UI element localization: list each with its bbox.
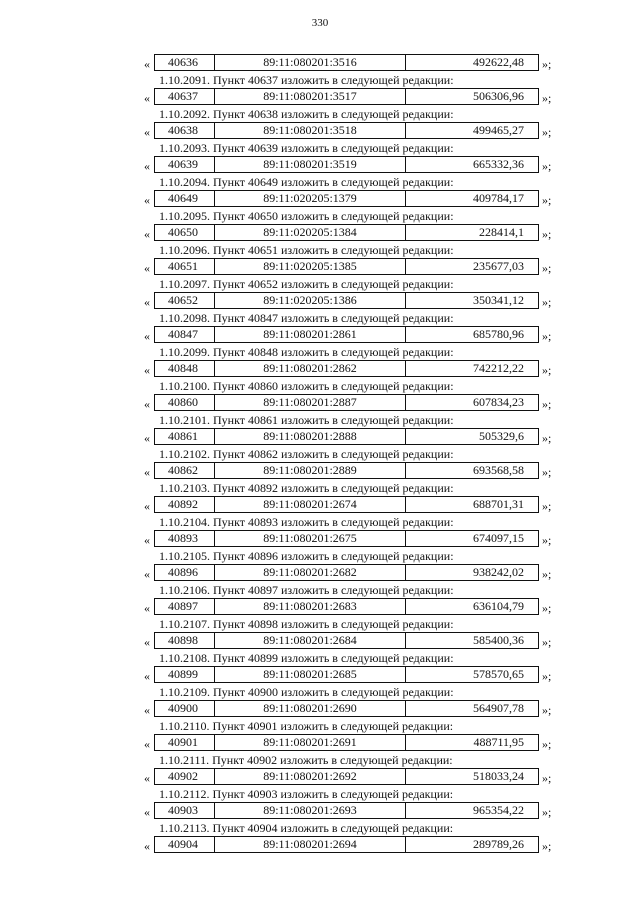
quote-open: « bbox=[144, 839, 150, 853]
cadastral-number-cell: 89:11:080201:2861 bbox=[215, 327, 406, 342]
table-row-cells bbox=[154, 530, 539, 547]
amendment-instruction bbox=[0, 414, 640, 427]
quote-close: »; bbox=[542, 635, 552, 649]
amendment-instruction-text: 1.10.2100. Пункт 40860 изложить в следующей редакции: bbox=[159, 379, 454, 393]
item-number-cell: 40892 bbox=[155, 497, 215, 512]
quote-close: »; bbox=[542, 839, 552, 853]
table-row bbox=[0, 87, 640, 108]
quote-close: »; bbox=[542, 125, 552, 139]
table-row bbox=[0, 155, 640, 176]
table-row-cells bbox=[154, 700, 539, 717]
amendment-instruction-text: 1.10.2103. Пункт 40892 изложить в следующей редакции: bbox=[159, 481, 454, 495]
cadastral-number-cell: 89:11:080201:3518 bbox=[215, 123, 406, 138]
item-number-cell: 40897 bbox=[155, 599, 215, 614]
quote-open: « bbox=[144, 635, 150, 649]
page-number: 330 bbox=[311, 17, 329, 29]
amendment-instruction bbox=[0, 550, 640, 563]
table-row-cells bbox=[154, 768, 539, 785]
item-number-cell: 40893 bbox=[155, 531, 215, 546]
value-cell: 506306,96 bbox=[473, 89, 524, 103]
amendment-instruction bbox=[0, 312, 640, 325]
quote-close: »; bbox=[542, 431, 552, 445]
quote-close: »; bbox=[542, 57, 552, 71]
table-row bbox=[0, 393, 640, 414]
table-row bbox=[0, 699, 640, 720]
item-number-cell: 40860 bbox=[155, 395, 215, 410]
amendment-instruction-text: 1.10.2110. Пункт 40901 изложить в следующей редакции: bbox=[159, 719, 454, 733]
amendment-instruction-text: 1.10.2111. Пункт 40902 изложить в следующей редакции: bbox=[159, 753, 453, 767]
value-cell: 235677,03 bbox=[473, 259, 524, 273]
quote-open: « bbox=[144, 737, 150, 751]
cadastral-number-cell: 89:11:080201:2683 bbox=[215, 599, 406, 614]
item-number-cell: 40650 bbox=[155, 225, 215, 240]
quote-open: « bbox=[144, 57, 150, 71]
amendment-instruction-text: 1.10.2091. Пункт 40637 изложить в следующей редакции: bbox=[159, 73, 454, 87]
table-row bbox=[0, 461, 640, 482]
table-row-cells bbox=[154, 122, 539, 139]
item-number-cell: 40902 bbox=[155, 769, 215, 784]
table-row-cells bbox=[154, 88, 539, 105]
item-number-cell: 40637 bbox=[155, 89, 215, 104]
cadastral-number-cell: 89:11:080201:2693 bbox=[215, 803, 406, 818]
table-row bbox=[0, 359, 640, 380]
quote-open: « bbox=[144, 771, 150, 785]
table-row-cells bbox=[154, 734, 539, 751]
amendment-instruction bbox=[0, 278, 640, 291]
quote-open: « bbox=[144, 703, 150, 717]
table-row-cells bbox=[154, 564, 539, 581]
value-cell: 578570,65 bbox=[473, 667, 524, 681]
item-number-cell: 40652 bbox=[155, 293, 215, 308]
amendment-instruction bbox=[0, 448, 640, 461]
value-cell: 938242,02 bbox=[473, 565, 524, 579]
amendment-instruction-text: 1.10.2099. Пункт 40848 изложить в следующей редакции: bbox=[159, 345, 454, 359]
table-row bbox=[0, 767, 640, 788]
amendment-instruction bbox=[0, 244, 640, 257]
quote-open: « bbox=[144, 363, 150, 377]
item-number-cell: 40651 bbox=[155, 259, 215, 274]
quote-open: « bbox=[144, 465, 150, 479]
value-cell: 499465,27 bbox=[473, 123, 524, 137]
amendment-instruction-text: 1.10.2102. Пункт 40862 изложить в следующей редакции: bbox=[159, 447, 454, 461]
quote-open: « bbox=[144, 261, 150, 275]
cadastral-number-cell: 89:11:080201:2675 bbox=[215, 531, 406, 546]
table-row-cells bbox=[154, 462, 539, 479]
cadastral-number-cell: 89:11:020205:1385 bbox=[215, 259, 406, 274]
table-row bbox=[0, 189, 640, 210]
value-cell: 289789,26 bbox=[473, 837, 524, 851]
value-cell: 488711,95 bbox=[473, 735, 524, 749]
value-cell: 685780,96 bbox=[473, 327, 524, 341]
amendment-instruction-text: 1.10.2105. Пункт 40896 изложить в следующей редакции: bbox=[159, 549, 454, 563]
cadastral-number-cell: 89:11:080201:2682 bbox=[215, 565, 406, 580]
quote-close: »; bbox=[542, 193, 552, 207]
table-row bbox=[0, 835, 640, 856]
table-row-cells bbox=[154, 224, 539, 241]
amendment-instruction bbox=[0, 686, 640, 699]
table-row-cells bbox=[154, 666, 539, 683]
table-row-cells bbox=[154, 156, 539, 173]
table-row bbox=[0, 291, 640, 312]
amendment-list bbox=[0, 53, 640, 856]
amendment-instruction-text: 1.10.2101. Пункт 40861 изложить в следующей редакции: bbox=[159, 413, 454, 427]
amendment-instruction-text: 1.10.2112. Пункт 40903 изложить в следующей редакции: bbox=[159, 787, 454, 801]
quote-close: »; bbox=[542, 159, 552, 173]
amendment-instruction bbox=[0, 754, 640, 767]
value-cell: 665332,36 bbox=[473, 157, 524, 171]
quote-open: « bbox=[144, 91, 150, 105]
quote-close: »; bbox=[542, 91, 552, 105]
quote-open: « bbox=[144, 669, 150, 683]
quote-open: « bbox=[144, 227, 150, 241]
item-number-cell: 40862 bbox=[155, 463, 215, 478]
value-cell: 518033,24 bbox=[473, 769, 524, 783]
table-row bbox=[0, 529, 640, 550]
table-row bbox=[0, 801, 640, 822]
quote-close: »; bbox=[542, 261, 552, 275]
amendment-instruction bbox=[0, 618, 640, 631]
cadastral-number-cell: 89:11:080201:2692 bbox=[215, 769, 406, 784]
amendment-instruction bbox=[0, 482, 640, 495]
amendment-instruction-text: 1.10.2113. Пункт 40904 изложить в следующей редакции: bbox=[159, 821, 454, 835]
amendment-instruction-text: 1.10.2092. Пункт 40638 изложить в следующей редакции: bbox=[159, 107, 454, 121]
quote-close: »; bbox=[542, 567, 552, 581]
quote-close: »; bbox=[542, 805, 552, 819]
item-number-cell: 40898 bbox=[155, 633, 215, 648]
table-row-cells bbox=[154, 360, 539, 377]
item-number-cell: 40896 bbox=[155, 565, 215, 580]
cadastral-number-cell: 89:11:080201:2888 bbox=[215, 429, 406, 444]
table-row bbox=[0, 121, 640, 142]
value-cell: 693568,58 bbox=[473, 463, 524, 477]
table-row bbox=[0, 733, 640, 754]
amendment-instruction bbox=[0, 516, 640, 529]
quote-open: « bbox=[144, 567, 150, 581]
item-number-cell: 40847 bbox=[155, 327, 215, 342]
cadastral-number-cell: 89:11:080201:3517 bbox=[215, 89, 406, 104]
amendment-instruction bbox=[0, 380, 640, 393]
table-row bbox=[0, 563, 640, 584]
table-row-cells bbox=[154, 496, 539, 513]
table-row-cells bbox=[154, 292, 539, 309]
value-cell: 965354,22 bbox=[473, 803, 524, 817]
item-number-cell: 40901 bbox=[155, 735, 215, 750]
value-cell: 492622,48 bbox=[473, 55, 524, 69]
cadastral-number-cell: 89:11:080201:2690 bbox=[215, 701, 406, 716]
amendment-instruction-text: 1.10.2097. Пункт 40652 изложить в следующей редакции: bbox=[159, 277, 454, 291]
table-row-cells bbox=[154, 598, 539, 615]
quote-close: »; bbox=[542, 227, 552, 241]
value-cell: 350341,12 bbox=[473, 293, 524, 307]
quote-open: « bbox=[144, 431, 150, 445]
amendment-instruction-text: 1.10.2109. Пункт 40900 изложить в следующей редакции: bbox=[159, 685, 454, 699]
amendment-instruction-text: 1.10.2107. Пункт 40898 изложить в следующей редакции: bbox=[159, 617, 454, 631]
quote-open: « bbox=[144, 125, 150, 139]
cadastral-number-cell: 89:11:080201:2887 bbox=[215, 395, 406, 410]
quote-close: »; bbox=[542, 465, 552, 479]
amendment-instruction-text: 1.10.2098. Пункт 40847 изложить в следующей редакции: bbox=[159, 311, 454, 325]
value-cell: 674097,15 bbox=[473, 531, 524, 545]
quote-close: »; bbox=[542, 533, 552, 547]
quote-open: « bbox=[144, 159, 150, 173]
amendment-instruction-text: 1.10.2096. Пункт 40651 изложить в следующей редакции: bbox=[159, 243, 454, 257]
item-number-cell: 40848 bbox=[155, 361, 215, 376]
amendment-instruction-text: 1.10.2093. Пункт 40639 изложить в следующей редакции: bbox=[159, 141, 454, 155]
table-row bbox=[0, 223, 640, 244]
quote-open: « bbox=[144, 329, 150, 343]
table-row bbox=[0, 631, 640, 652]
cadastral-number-cell: 89:11:080201:2691 bbox=[215, 735, 406, 750]
value-cell: 228414,1 bbox=[479, 225, 524, 239]
cadastral-number-cell: 89:11:080201:3519 bbox=[215, 157, 406, 172]
amendment-instruction-text: 1.10.2095. Пункт 40650 изложить в следующей редакции: bbox=[159, 209, 454, 223]
quote-close: »; bbox=[542, 601, 552, 615]
cadastral-number-cell: 89:11:080201:2694 bbox=[215, 837, 406, 852]
cadastral-number-cell: 89:11:020205:1384 bbox=[215, 225, 406, 240]
table-row-cells bbox=[154, 326, 539, 343]
cadastral-number-cell: 89:11:020205:1386 bbox=[215, 293, 406, 308]
table-row bbox=[0, 495, 640, 516]
amendment-instruction bbox=[0, 74, 640, 87]
cadastral-number-cell: 89:11:080201:2889 bbox=[215, 463, 406, 478]
amendment-instruction-text: 1.10.2094. Пункт 40649 изложить в следующей редакции: bbox=[159, 175, 454, 189]
table-row bbox=[0, 257, 640, 278]
value-cell: 409784,17 bbox=[473, 191, 524, 205]
quote-close: »; bbox=[542, 771, 552, 785]
quote-open: « bbox=[144, 397, 150, 411]
quote-close: »; bbox=[542, 703, 552, 717]
amendment-instruction bbox=[0, 822, 640, 835]
cadastral-number-cell: 89:11:080201:2862 bbox=[215, 361, 406, 376]
item-number-cell: 40649 bbox=[155, 191, 215, 206]
table-row bbox=[0, 665, 640, 686]
item-number-cell: 40903 bbox=[155, 803, 215, 818]
quote-open: « bbox=[144, 499, 150, 513]
item-number-cell: 40899 bbox=[155, 667, 215, 682]
quote-close: »; bbox=[542, 397, 552, 411]
value-cell: 607834,23 bbox=[473, 395, 524, 409]
table-row-cells bbox=[154, 394, 539, 411]
value-cell: 585400,36 bbox=[473, 633, 524, 647]
cadastral-number-cell: 89:11:080201:3516 bbox=[215, 55, 406, 70]
table-row-cells bbox=[154, 258, 539, 275]
table-row-cells bbox=[154, 428, 539, 445]
cadastral-number-cell: 89:11:080201:2685 bbox=[215, 667, 406, 682]
quote-close: »; bbox=[542, 329, 552, 343]
quote-close: »; bbox=[542, 295, 552, 309]
amendment-instruction bbox=[0, 788, 640, 801]
table-row-cells bbox=[154, 836, 539, 853]
table-row bbox=[0, 427, 640, 448]
amendment-instruction bbox=[0, 210, 640, 223]
amendment-instruction-text: 1.10.2104. Пункт 40893 изложить в следующей редакции: bbox=[159, 515, 454, 529]
cadastral-number-cell: 89:11:020205:1379 bbox=[215, 191, 406, 206]
quote-close: »; bbox=[542, 669, 552, 683]
amendment-instruction bbox=[0, 652, 640, 665]
table-row-cells bbox=[154, 190, 539, 207]
table-row-cells bbox=[154, 802, 539, 819]
amendment-instruction bbox=[0, 108, 640, 121]
item-number-cell: 40636 bbox=[155, 55, 215, 70]
item-number-cell: 40639 bbox=[155, 157, 215, 172]
table-row bbox=[0, 53, 640, 74]
value-cell: 636104,79 bbox=[473, 599, 524, 613]
amendment-instruction-text: 1.10.2108. Пункт 40899 изложить в следующей редакции: bbox=[159, 651, 454, 665]
item-number-cell: 40904 bbox=[155, 837, 215, 852]
value-cell: 742212,22 bbox=[473, 361, 524, 375]
quote-open: « bbox=[144, 533, 150, 547]
table-row bbox=[0, 597, 640, 618]
amendment-instruction-text: 1.10.2106. Пункт 40897 изложить в следующей редакции: bbox=[159, 583, 454, 597]
amendment-instruction bbox=[0, 176, 640, 189]
amendment-instruction bbox=[0, 142, 640, 155]
value-cell: 564907,78 bbox=[473, 701, 524, 715]
quote-open: « bbox=[144, 601, 150, 615]
quote-close: »; bbox=[542, 363, 552, 377]
table-row bbox=[0, 325, 640, 346]
value-cell: 505329,6 bbox=[479, 429, 524, 443]
item-number-cell: 40861 bbox=[155, 429, 215, 444]
quote-close: »; bbox=[542, 499, 552, 513]
table-row-cells bbox=[154, 632, 539, 649]
amendment-instruction bbox=[0, 720, 640, 733]
quote-close: »; bbox=[542, 737, 552, 751]
amendment-instruction bbox=[0, 346, 640, 359]
item-number-cell: 40900 bbox=[155, 701, 215, 716]
quote-open: « bbox=[144, 295, 150, 309]
item-number-cell: 40638 bbox=[155, 123, 215, 138]
amendment-instruction bbox=[0, 584, 640, 597]
cadastral-number-cell: 89:11:080201:2684 bbox=[215, 633, 406, 648]
quote-open: « bbox=[144, 193, 150, 207]
quote-open: « bbox=[144, 805, 150, 819]
cadastral-number-cell: 89:11:080201:2674 bbox=[215, 497, 406, 512]
table-row-cells bbox=[154, 54, 539, 71]
value-cell: 688701,31 bbox=[473, 497, 524, 511]
